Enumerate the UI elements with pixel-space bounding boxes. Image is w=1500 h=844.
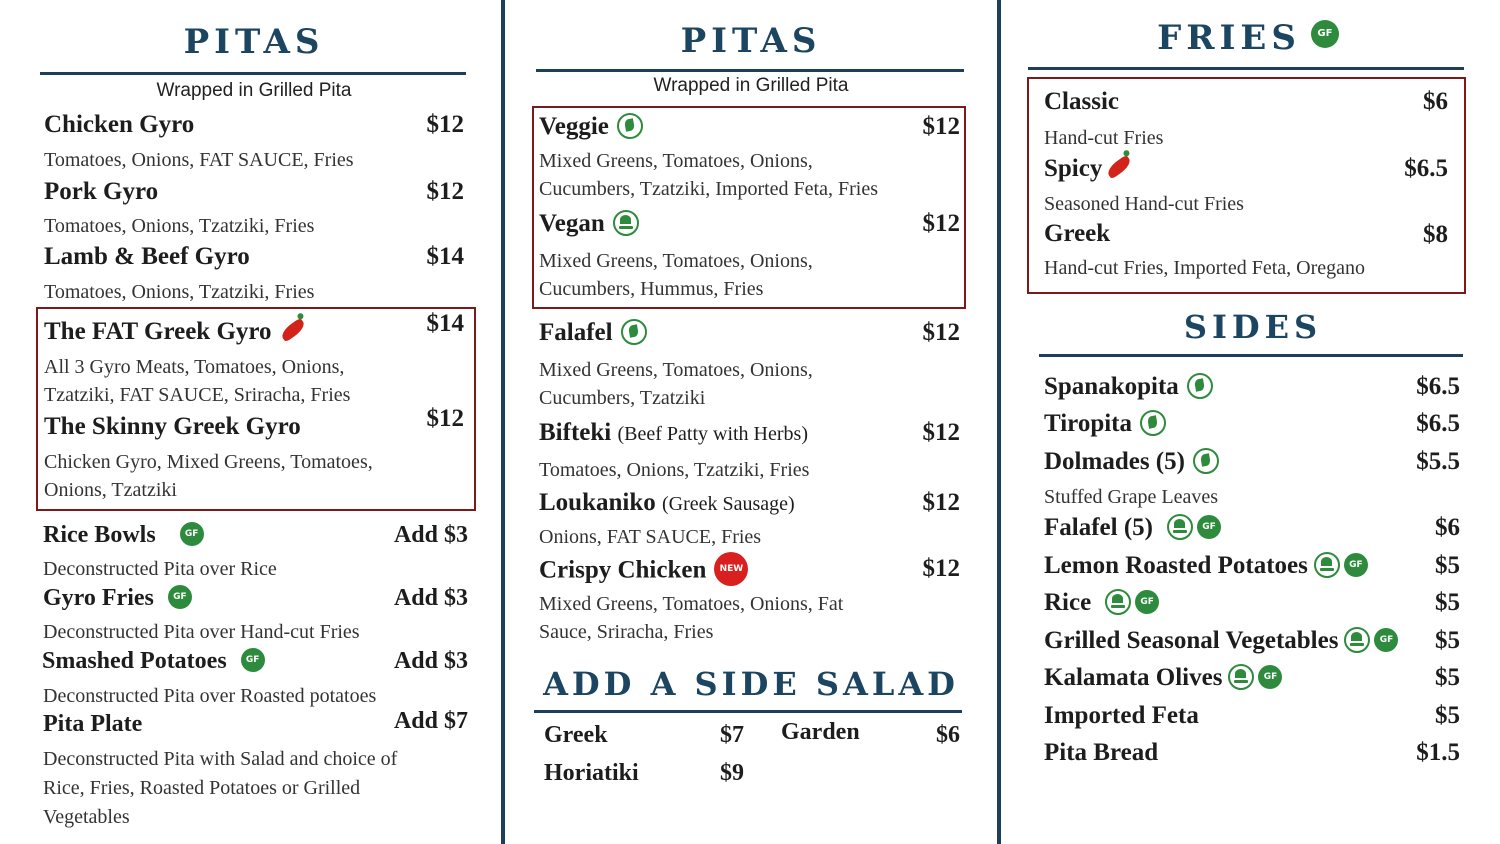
section-title: PITAS — [183, 22, 325, 62]
menu-item-price: Add $7 — [393, 708, 468, 734]
menu-item-price: $12 — [922, 555, 960, 582]
menu-item-description: Deconstructed Pita with Salad and choice of — [43, 748, 398, 770]
section-rule — [40, 72, 466, 75]
sides-item-name-row — [1044, 664, 1282, 692]
sides-item-name: Rice — [1044, 589, 1092, 616]
menu-item-description: Sauce, Sriracha, Fries — [539, 621, 714, 643]
menu-item-description: Onions, Tzatziki — [44, 479, 177, 501]
fries-item-price: $6.5 — [1404, 155, 1448, 182]
vegetarian-leaf-icon — [1187, 373, 1213, 399]
menu-item-name: Bifteki — [539, 419, 612, 446]
salad-section-rule — [534, 710, 962, 713]
menu-item-name: Chicken Gyro — [44, 111, 195, 138]
menu-item-price: $12 — [922, 319, 960, 346]
sides-item-name: Falafel (5) — [1044, 514, 1153, 541]
fries-section-title: FRIES — [1157, 18, 1301, 58]
menu-item-price: Add $3 — [393, 585, 468, 611]
menu-item-name: Veggie — [539, 113, 609, 140]
menu-item-note: (Greek Sausage) — [662, 493, 795, 515]
menu-item-description: All 3 Gyro Meats, Tomatoes, Onions, — [44, 356, 345, 378]
sides-item-price: $6 — [1435, 514, 1460, 541]
sides-item-name-row — [1044, 373, 1213, 401]
pitas-column-1 — [38, 0, 470, 844]
menu-item-description: Mixed Greens, Tomatoes, Onions, — [539, 150, 813, 172]
menu-item-name-row — [43, 522, 204, 549]
gluten-free-badge-icon: GF — [1135, 590, 1159, 614]
sides-item-price: $5 — [1435, 627, 1460, 654]
sides-item-name: Pita Bread — [1044, 739, 1159, 766]
menu-item-description: Cucumbers, Tzatziki — [539, 387, 706, 409]
section-rule — [536, 69, 964, 72]
sides-item-name: Imported Feta — [1044, 702, 1199, 729]
fries-section-rule — [1028, 67, 1464, 70]
vegan-icon — [1228, 664, 1254, 690]
chili-pepper-icon — [278, 318, 306, 343]
menu-item-name: Vegan — [539, 210, 605, 237]
menu-item-price: $14 — [426, 243, 464, 270]
menu-item-description: Vegetables — [43, 806, 130, 828]
sides-item-price: $6.5 — [1416, 373, 1460, 400]
gluten-free-badge-icon: GF — [180, 522, 204, 546]
sides-item-name: Spanakopita — [1044, 373, 1179, 400]
menu-item-name-row — [539, 489, 795, 517]
menu-item-name-row — [539, 319, 647, 347]
sides-item-name-row — [1044, 552, 1368, 580]
menu-item-note: (Beef Patty with Herbs) — [617, 423, 808, 445]
menu-item-description: Tzatziki, FAT SAUCE, Sriracha, Fries — [44, 384, 351, 406]
sides-item-name-row — [1044, 514, 1221, 542]
column-divider-right — [997, 0, 1001, 844]
menu-item-name-row — [539, 555, 748, 589]
section-subtitle: Wrapped in Grilled Pita — [653, 75, 849, 96]
sides-item-name-row — [1044, 589, 1159, 617]
sides-section-rule — [1039, 354, 1463, 357]
sides-item-price: $5.5 — [1416, 448, 1460, 475]
section-title: PITAS — [680, 21, 822, 61]
sides-item-price: $5 — [1435, 589, 1460, 616]
sides-item-price: $5 — [1435, 552, 1460, 579]
vegan-icon — [1344, 627, 1370, 653]
fries-item-price: $8 — [1423, 221, 1448, 248]
gluten-free-badge-icon: GF — [1344, 553, 1368, 577]
fries-item-description: Seasoned Hand-cut Fries — [1044, 193, 1244, 215]
fries-item-description: Hand-cut Fries, Imported Feta, Oregano — [1044, 257, 1366, 279]
fries-item-name: Classic — [1044, 88, 1119, 115]
sides-item-price: $5 — [1435, 702, 1460, 729]
salad-item-price: $7 — [720, 722, 744, 748]
gluten-free-badge-icon: GF — [1258, 665, 1282, 689]
menu-item-price: Add $3 — [393, 648, 468, 674]
menu-item-name-row — [42, 648, 265, 675]
menu-item-name: Gyro Fries — [43, 585, 154, 611]
menu-item-name: Falafel — [539, 319, 613, 346]
section-subtitle: Wrapped in Grilled Pita — [156, 80, 352, 101]
menu-item-description: Tomatoes, Onions, Tzatziki, Fries — [44, 215, 315, 237]
sides-item-price: $1.5 — [1416, 739, 1460, 766]
sides-item-price: $6.5 — [1416, 410, 1460, 437]
sides-item-description: Stuffed Grape Leaves — [1044, 486, 1219, 508]
menu-item-description: Cucumbers, Hummus, Fries — [539, 278, 764, 300]
menu-item-price: Add $3 — [393, 522, 468, 548]
sides-item-name: Lemon Roasted Potatoes — [1044, 552, 1308, 579]
vegetarian-leaf-icon — [1193, 448, 1219, 474]
menu-item-description: Onions, FAT SAUCE, Fries — [539, 526, 762, 548]
column-divider-left — [501, 0, 505, 844]
sides-item-price: $5 — [1435, 664, 1460, 691]
menu-item-description: Deconstructed Pita over Roasted potatoes — [43, 685, 377, 707]
menu-item-name: Pita Plate — [43, 711, 143, 737]
menu-item-price: $12 — [426, 178, 464, 205]
menu-item-description: Chicken Gyro, Mixed Greens, Tomatoes, — [44, 451, 373, 473]
menu-item-name: Loukaniko — [539, 489, 656, 516]
menu-item-name: The FAT Greek Gyro — [44, 318, 272, 345]
fries-sides-column — [1026, 0, 1470, 844]
vegan-icon — [613, 210, 639, 236]
sides-item-name-row — [1044, 448, 1219, 476]
menu-item-name: Crispy Chicken — [539, 556, 707, 584]
salad-item-price: $9 — [720, 760, 744, 786]
sides-item-name-row — [1044, 410, 1166, 438]
vegetarian-leaf-icon — [621, 319, 647, 345]
sides-item-name: Tiropita — [1044, 410, 1132, 437]
menu-item-description: Mixed Greens, Tomatoes, Onions, Fat — [539, 593, 844, 615]
menu-item-name-row — [43, 585, 192, 612]
salad-item-name: Garden — [781, 719, 860, 745]
menu-item-description: Mixed Greens, Tomatoes, Onions, — [539, 250, 813, 272]
sides-section-title: SIDES — [1183, 308, 1323, 346]
fries-section-title-row — [1026, 18, 1470, 58]
sides-item-name: Dolmades (5) — [1044, 448, 1185, 475]
menu-item-name-row — [539, 113, 643, 141]
menu-item-name: Lamb & Beef Gyro — [44, 243, 250, 270]
fries-item-name-row — [1044, 155, 1132, 183]
vegetarian-leaf-icon — [617, 113, 643, 139]
salad-item-name: Horiatiki — [544, 760, 639, 786]
salad-item-name: Greek — [544, 722, 608, 748]
gluten-free-badge-icon: GF — [1374, 628, 1398, 652]
fries-item-name: Greek — [1044, 220, 1111, 247]
menu-item-price: $12 — [426, 111, 464, 138]
new-badge-icon: NEW — [714, 552, 748, 586]
chili-pepper-icon — [1105, 155, 1133, 180]
menu-item-description: Tomatoes, Onions, Tzatziki, Fries — [44, 281, 315, 303]
menu-item-description: Cucumbers, Tzatziki, Imported Feta, Fries — [539, 178, 878, 200]
menu-item-name: Pork Gyro — [44, 178, 159, 205]
salad-item-price: $6 — [936, 722, 960, 748]
sides-item-name-row — [1044, 627, 1398, 655]
sides-item-name: Kalamata Olives — [1044, 664, 1223, 691]
gluten-free-badge-icon: GF — [1197, 515, 1221, 539]
menu-item-name: The Skinny Greek Gyro — [44, 413, 301, 440]
menu-item-price: $12 — [922, 419, 960, 446]
menu-item-description: Tomatoes, Onions, FAT SAUCE, Fries — [44, 149, 354, 171]
menu-item-name-row — [539, 419, 808, 447]
gluten-free-badge-icon: GF — [241, 648, 265, 672]
menu-item-description: Deconstructed Pita over Hand-cut Fries — [43, 621, 360, 643]
menu-item-name: Rice Bowls — [43, 522, 156, 548]
menu-item-name-row — [44, 318, 306, 346]
menu-item-description: Rice, Fries, Roasted Potatoes or Grilled — [43, 777, 361, 799]
menu-item-price: $12 — [922, 489, 960, 516]
menu-item-description: Mixed Greens, Tomatoes, Onions, — [539, 359, 813, 381]
vegetarian-leaf-icon — [1140, 410, 1166, 436]
menu-item-description: Deconstructed Pita over Rice — [43, 558, 277, 580]
vegan-icon — [1105, 589, 1131, 615]
vegan-icon — [1314, 552, 1340, 578]
salad-section-title: ADD A SIDE SALAD — [543, 665, 959, 703]
menu-item-price: $14 — [426, 310, 464, 337]
menu-item-price: $12 — [922, 210, 960, 237]
fries-item-name: Spicy — [1044, 155, 1103, 182]
menu-item-description: Tomatoes, Onions, Tzatziki, Fries — [539, 459, 810, 481]
menu-item-price: $12 — [922, 113, 960, 140]
pitas-column-2 — [536, 0, 966, 844]
fries-item-description: Hand-cut Fries — [1044, 127, 1164, 149]
sides-item-name: Grilled Seasonal Vegetables — [1044, 627, 1339, 654]
vegan-icon — [1167, 514, 1193, 540]
gluten-free-badge-icon: GF — [1311, 20, 1339, 48]
gluten-free-badge-icon: GF — [168, 585, 192, 609]
menu-item-name: Smashed Potatoes — [42, 648, 227, 674]
fries-item-price: $6 — [1423, 88, 1448, 115]
menu-item-name-row — [539, 210, 639, 238]
menu-item-price: $12 — [426, 405, 464, 432]
